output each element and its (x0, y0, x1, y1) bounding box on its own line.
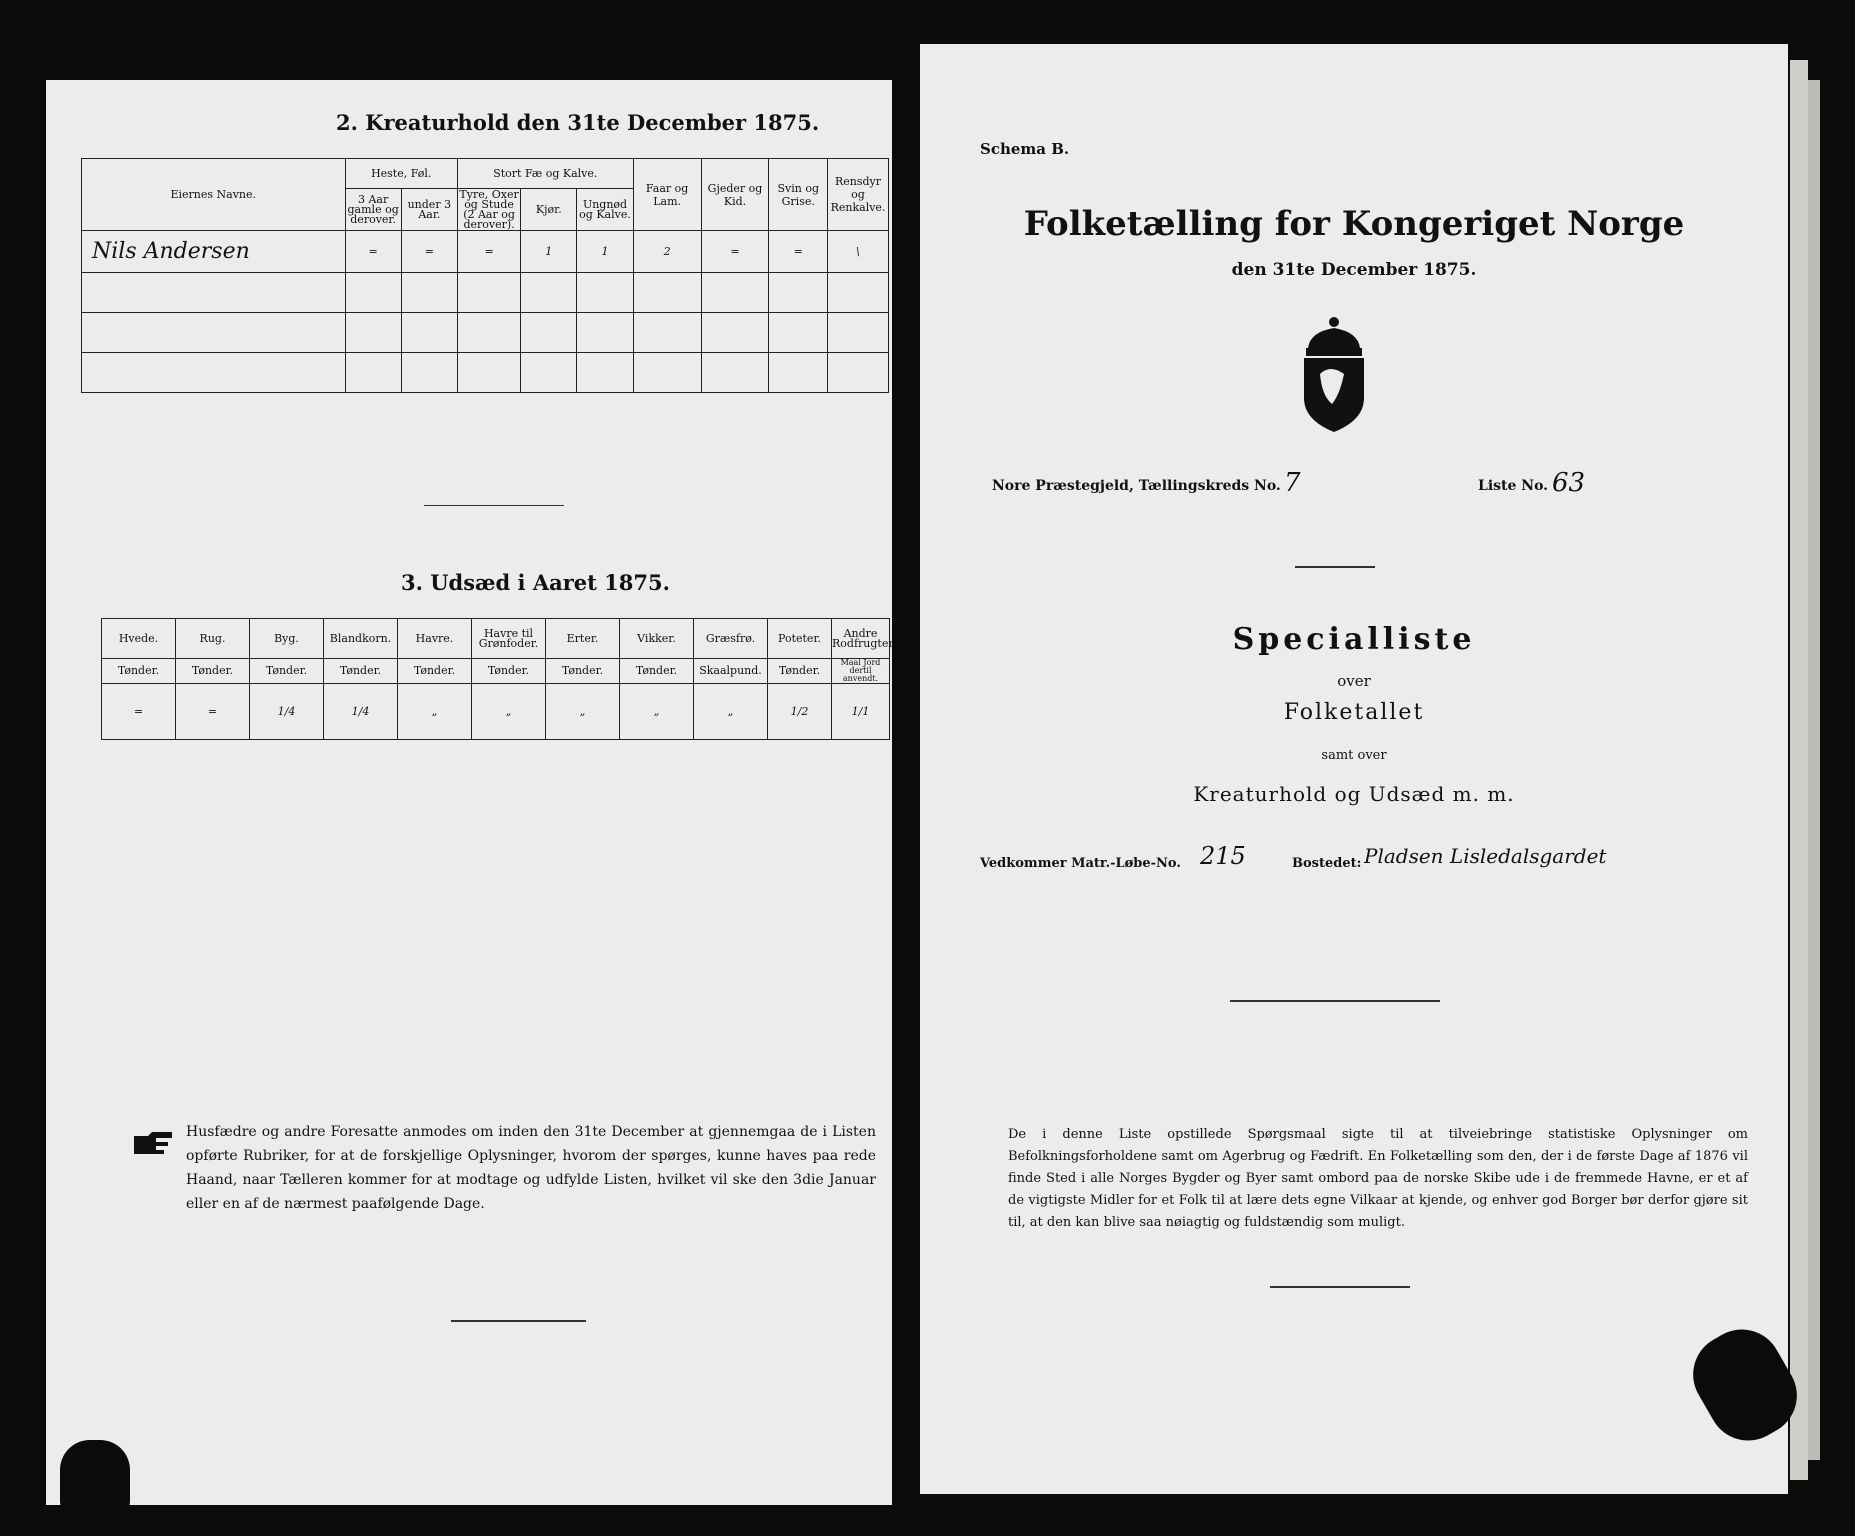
coat-of-arms-icon (1296, 314, 1372, 434)
parish-label: Nore Præstegjeld, Tællingskreds No. (992, 478, 1281, 494)
table-cell: \ (828, 231, 889, 273)
unit-label: Maal Jord dertil anvendt. (832, 659, 890, 684)
divider (451, 1320, 586, 1322)
header-calves: Ungnød og Kalve. (577, 189, 633, 231)
unit-label: Tønder. (398, 659, 472, 684)
table-cell: = (176, 684, 250, 740)
table-cell: 1/4 (250, 684, 324, 740)
header-goats: Gjeder og Kid. (701, 159, 769, 231)
group-header-cattle: Stort Fæ og Kalve. (457, 159, 633, 189)
specialliste-heading: Specialliste (1232, 622, 1476, 657)
binder-clip (60, 1440, 130, 1530)
owner-header: Eiernes Navne. (82, 159, 346, 231)
notice-text: Husfædre og andre Foresatte anmodes om inden den 31te December at gjennemgaa de i Listen opførte Rubriker, for at de forskjellige Oplysninger, hvorom der spørges, kunne haves paa rede Haand, naar Tælleren kommer for at modtage og udfylde Listen, hvilket vil ske den 3die Januar eller en af de nærmest paafølgende Dage. (186, 1124, 876, 1212)
table-cell: = (701, 231, 769, 273)
header-potatoes: Poteter. (768, 619, 832, 659)
header-oats-fodder: Havre til Grønfoder. (472, 619, 546, 659)
header-rye: Rug. (176, 619, 250, 659)
header-barley: Byg. (250, 619, 324, 659)
header-reindeer: Rensdyr og Renkalve. (828, 159, 889, 231)
left-page (46, 80, 896, 1505)
divider (1295, 566, 1375, 568)
table-cell: 1/4 (324, 684, 398, 740)
table-cell: = (102, 684, 176, 740)
section2-title: 2. Kreaturhold den 31te December 1875. (336, 110, 820, 135)
unit-label: Tønder. (768, 659, 832, 684)
header-peas: Erter. (546, 619, 620, 659)
header-cows: Kjør. (521, 189, 577, 231)
bostedet-value: Pladsen Lisledalsgardet (1364, 844, 1607, 868)
schema-label: Schema B. (980, 140, 1070, 158)
footer-text: De i denne Liste opstillede Spørgsmaal sigte til at tilveiebringe statistiske Oplysninger om Befolkningsforholdene samt om Agerbrug og Fædrift. En Folketælling som den, der i de første Dage af 1876 vil finde Sted i alle Norges Bygder og Byer samt ombord paa de norske Skibe ude i de fremmede Havne, er et af de vigtigste Midler for et Folk til at lære dets egne Vilkaar at kjende, og enhver god Borger bør derfor gjøre sit til, at den kan blive saa nøiagtig og fuldstændig som muligt. (1008, 1127, 1748, 1230)
unit-label: Tønder. (324, 659, 398, 684)
header-sheep: Faar og Lam. (633, 159, 701, 231)
unit-label: Tønder. (102, 659, 176, 684)
sheet-edge (1790, 60, 1808, 1480)
unit-label: Tønder. (546, 659, 620, 684)
table-cell: 1/2 (768, 684, 832, 740)
divider (1270, 1286, 1410, 1288)
unit-label: Tønder. (620, 659, 694, 684)
table-cell: 2 (633, 231, 701, 273)
header-root-crops: Andre Rodfrugter. (832, 619, 890, 659)
table-cell: „ (546, 684, 620, 740)
table-cell: „ (472, 684, 546, 740)
liste-label: Liste No. (1478, 478, 1549, 494)
header-mixed-grain: Blandkorn. (324, 619, 398, 659)
unit-label: Tønder. (472, 659, 546, 684)
over-text: over (1337, 672, 1371, 690)
table-cell: 1/1 (832, 684, 890, 740)
group-header-horses: Heste, Føl. (345, 159, 457, 189)
table-cell: = (401, 231, 457, 273)
divider (424, 505, 564, 506)
table-cell: = (345, 231, 401, 273)
matr-value: 215 (1200, 842, 1246, 870)
pointing-hand-icon (132, 1130, 176, 1156)
folketallet-text: Folketallet (1283, 700, 1425, 725)
livestock-table (81, 158, 889, 393)
header-pigs: Svin og Grise. (769, 159, 828, 231)
table-cell: „ (620, 684, 694, 740)
table-cell: „ (398, 684, 472, 740)
table-cell: 1 (577, 231, 633, 273)
parish-value: 7 (1284, 468, 1301, 498)
liste-value: 63 (1552, 468, 1586, 498)
header-bulls: Tyre, Oxer og Stude (2 Aar og derover). (459, 187, 519, 231)
sheet-edge (1808, 80, 1820, 1460)
divider (1230, 1000, 1440, 1002)
section3-title: 3. Udsæd i Aaret 1875. (401, 570, 670, 595)
right-page (920, 44, 1788, 1494)
samt-over-text: samt over (1321, 748, 1387, 763)
header-oats: Havre. (398, 619, 472, 659)
bostedet-label: Bostedet: (1292, 856, 1362, 871)
kreaturhold-text: Kreaturhold og Udsæd m. m. (1193, 782, 1515, 806)
unit-label: Tønder. (250, 659, 324, 684)
header-grass-seed: Græsfrø. (694, 619, 768, 659)
unit-label: Skaalpund. (694, 659, 768, 684)
matr-label: Vedkommer Matr.-Løbe-No. (980, 856, 1181, 871)
table-cell: „ (694, 684, 768, 740)
header-vetch: Vikker. (620, 619, 694, 659)
header-horses-young: under 3 Aar. (401, 189, 457, 231)
unit-label: Tønder. (176, 659, 250, 684)
sowing-table (101, 618, 896, 740)
header-wheat: Hvede. (102, 619, 176, 659)
table-cell: 1 (521, 231, 577, 273)
document-date: den 31te December 1875. (1231, 260, 1477, 280)
owner-name: Nils Andersen (82, 231, 346, 273)
table-cell: = (769, 231, 828, 273)
table-cell: = (457, 231, 520, 273)
header-horses-old: 3 Aar gamle og derover. (345, 189, 401, 231)
document-title: Folketælling for Kongeriget Norge (1023, 204, 1685, 244)
